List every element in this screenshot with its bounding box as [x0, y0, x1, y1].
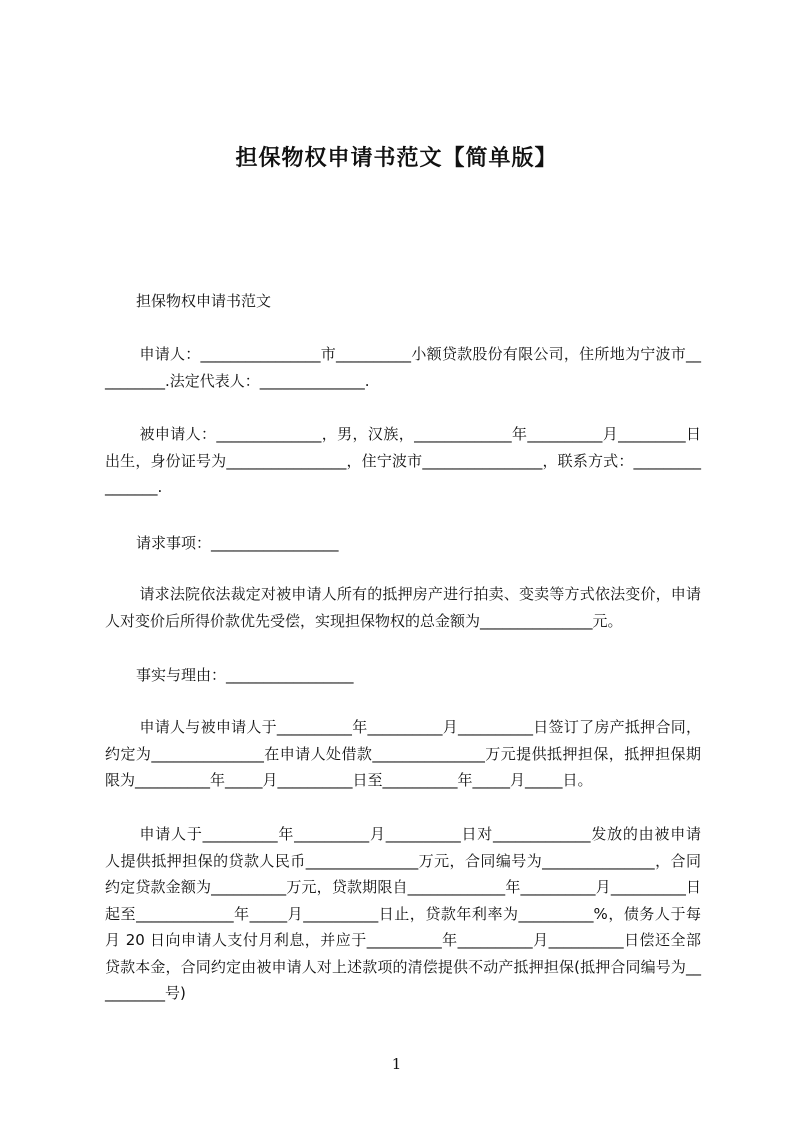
facts-heading: 事实与理由：_________________	[136, 666, 354, 684]
document-title: 担保物权申请书范文【简单版】	[235, 146, 558, 171]
facts-paragraph-1: 申请人与被申请人于__________年__________月__________日签订了房产抵押合同，约定为_______________在申请人处借款_______________万元提供抵押担保，抵押担保期限为__________年_____月__________日至__________年_____月_____日。	[105, 718, 701, 789]
request-paragraph: 请求法院依法裁定对被申请人所有的抵押房产进行拍卖、变卖等方式依法变价，申请人对变价后所得价款优先受偿，实现担保物权的总金额为_______________元。	[105, 585, 701, 630]
facts-paragraph-2: 申请人于__________年__________月__________日对_____________发放的由被申请人提供抵押担保的贷款人民币_______________万元，合同编号为_______________，合同约定贷款金额为__________万元，贷款期限自_____________年__________月__________日起至_____________年_____月__________日止，贷款年利率为__________%，债务人于每月 20 日向申请人支付月利息，并应于__________年__________月__________日偿还全部贷款本金，合同约定由被申请人对上述款项的清偿提供不动产抵押担保(抵押合同编号为__________号)	[105, 825, 701, 1002]
applicant-paragraph: 申请人：________________市__________小额贷款股份有限公司，住所地为宁波市__________.法定代表人：______________.	[105, 345, 701, 390]
page-number: 1	[391, 1055, 402, 1073]
document-subtitle: 担保物权申请书范文	[136, 292, 272, 310]
request-heading: 请求事项：_________________	[136, 534, 339, 552]
respondent-paragraph: 被申请人：______________，男，汉族，_____________年__________月_________日出生，身份证号为________________，住宁波市________________，联系方式：________________.	[105, 425, 701, 496]
